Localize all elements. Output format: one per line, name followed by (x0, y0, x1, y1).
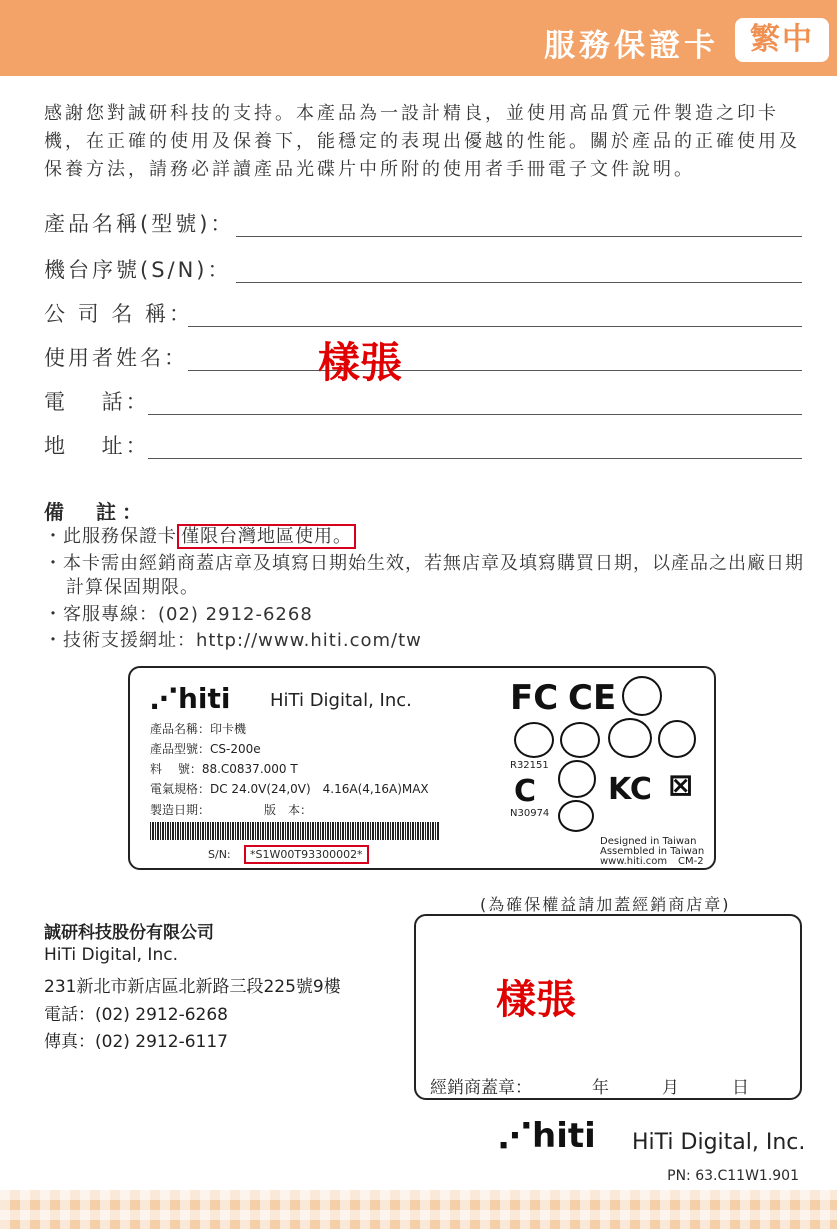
designed-in: Designed in Taiwan (600, 836, 697, 847)
company-label: 公 司 名 稱： (44, 302, 194, 326)
part-number: PN: 63.C11W1.901 (667, 1168, 799, 1184)
cert-r-number: R32151 (510, 760, 549, 771)
hiti-logo: ⋰hiti (150, 682, 231, 715)
company-phone: 電話：(02) 2912-6268 (44, 1005, 228, 1025)
footer-checker-band (0, 1190, 837, 1229)
dealer-sample-stamp: 樣張 (496, 976, 576, 1023)
label-date: 製造日期： 版 本： (150, 803, 313, 817)
company-name-zh: 誠研科技股份有限公司 (44, 923, 214, 943)
hiti-logo-mark-icon: ⋰ (150, 682, 178, 715)
company-field[interactable] (188, 326, 802, 327)
language-badge: 繁中 (735, 18, 829, 62)
sample-stamp: 樣張 (318, 338, 403, 387)
serial-number: *S1W00T93300002* (244, 845, 369, 864)
label-company: HiTi Digital, Inc. (270, 690, 412, 711)
tropical-climate-icon (558, 800, 594, 832)
note-region-highlight: 僅限台灣地區使用。 (177, 524, 356, 549)
assembled-in: Assembled in Taiwan (600, 846, 705, 857)
label-cm: CM-2 (678, 856, 704, 867)
ce-icon: CE (568, 678, 617, 718)
note-region (44, 522, 356, 548)
barcode (150, 822, 440, 840)
recycle-icon (560, 722, 600, 758)
dealer-stamp-label: 經銷商蓋章： (430, 1078, 532, 1098)
fcc-icon: FC (510, 678, 559, 718)
weee-bin-icon: ⊠ (668, 768, 694, 803)
footer-company: HiTi Digital, Inc. (632, 1130, 806, 1155)
dealer-month: 月 (662, 1078, 679, 1098)
note-region-prefix: ・此服務保證卡 (44, 526, 177, 547)
serial-label: 機台序號(S/N)： (44, 258, 232, 282)
ul-icon (608, 718, 652, 758)
dealer-caption: (為確保權益請加蓋經銷商店章) (480, 895, 731, 914)
c-tick-icon: C (514, 774, 537, 809)
company-name-en: HiTi Digital, Inc. (44, 945, 178, 965)
address-label: 地 址： (44, 434, 150, 458)
altitude-icon (558, 760, 596, 798)
company-fax: 傳真：(02) 2912-6117 (44, 1032, 228, 1052)
card-title: 服務保證卡 (544, 28, 719, 64)
address-field[interactable] (148, 458, 802, 459)
note-hotline: ・客服專線：(02) 2912-6268 (44, 604, 313, 625)
label-power: 電氣規格：DC 24.0V(24,0V) 4.16A(4,16A)MAX (150, 782, 429, 796)
kc-icon: KC (608, 772, 652, 807)
intro-text: 感謝您對誠研科技的支持。本產品為一設計精良，並使用高品質元件製造之印卡機，在正確的使用及保養下，能穩定的表現出優越的性能。關於產品的正確使用及保養方法，請務必詳讀產品光碟片中所附的使用者手冊電子文件說明。 (44, 103, 800, 180)
serial-field[interactable] (236, 282, 802, 283)
company-address: 231新北市新店區北新路三段225號9樓 (44, 977, 341, 997)
label-website: www.hiti.com (600, 856, 668, 867)
dealer-day: 日 (732, 1078, 749, 1098)
footer-hiti-logo: ⋰hiti (498, 1116, 596, 1156)
notes-title: 備 註： (44, 500, 148, 524)
sn-label: S/N: (208, 848, 231, 861)
user-field[interactable] (188, 370, 802, 371)
bsmi-icon (514, 722, 554, 758)
product-name-field[interactable] (236, 236, 802, 237)
label-model: 產品型號：CS-200e (150, 742, 261, 756)
label-part: 料 號：88.C0837.000 T (150, 762, 298, 776)
energy-icon (658, 720, 696, 758)
dealer-year: 年 (592, 1078, 609, 1098)
note-website: ・技術支援網址：http://www.hiti.com/tw (44, 630, 422, 651)
label-product-name: 產品名稱：印卡機 (150, 722, 247, 736)
product-label (128, 666, 716, 870)
phone-label: 電 話： (44, 390, 150, 414)
cert-n-number: N30974 (510, 808, 550, 819)
footer-logo-mark-icon: ⋰ (498, 1116, 532, 1156)
header-band (0, 0, 837, 76)
product-name-label: 產品名稱(型號)： (44, 212, 235, 236)
note-validity: ・本卡需由經銷商蓋店章及填寫日期始生效，若無店章及填寫購買日期，以產品之出廠日期 (44, 553, 804, 574)
note-validity-cont: 計算保固期限。 (66, 577, 199, 598)
certification-seal-icon (622, 676, 662, 716)
phone-field[interactable] (148, 414, 802, 415)
user-label: 使用者姓名： (44, 346, 188, 370)
